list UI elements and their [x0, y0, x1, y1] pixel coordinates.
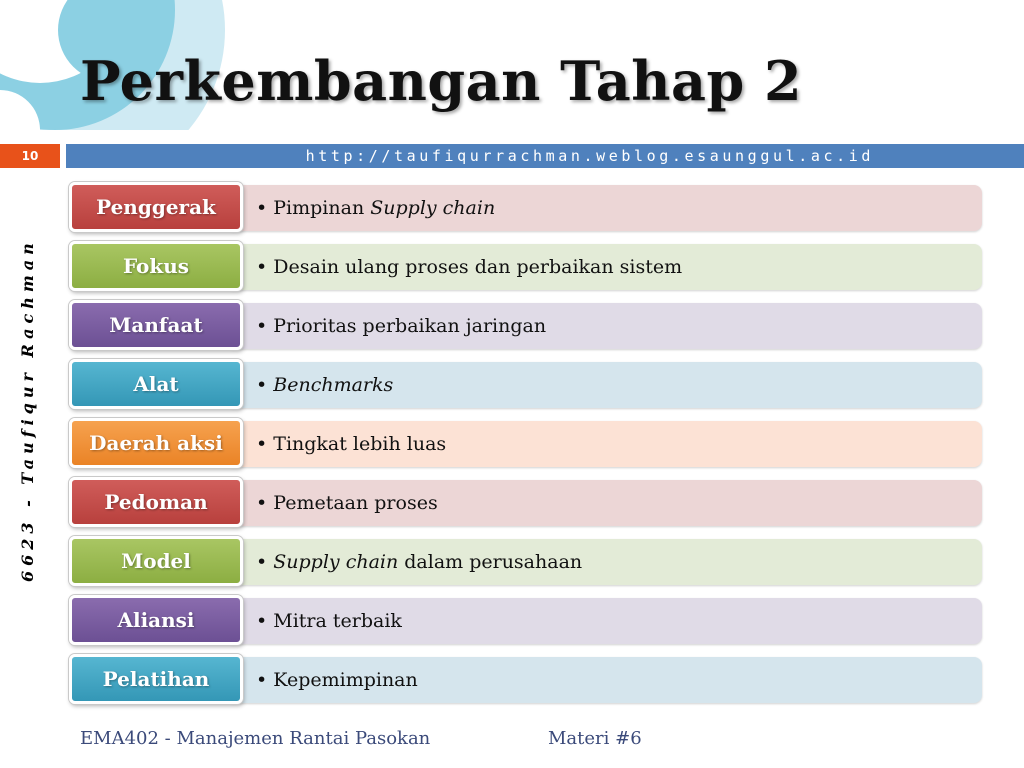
value-text: • Supply chain dalam perusahaan: [256, 551, 583, 573]
url-bar: http://taufiqurrachman.weblog.esaunggul.ac.id: [66, 144, 1024, 168]
list-item: [66, 475, 986, 534]
list-item: [66, 298, 986, 357]
label-box: Pelatihan: [69, 654, 243, 704]
label-box: Model: [69, 536, 243, 586]
value-text: • Pemetaan proses: [256, 492, 438, 514]
footer-course: EMA402 - Manajemen Rantai Pasokan: [80, 728, 431, 749]
value-box: [226, 598, 982, 644]
value-text: • Kepemimpinan: [256, 669, 418, 691]
list-item: [66, 652, 986, 711]
label-box: Daerah aksi: [69, 418, 243, 468]
value-text: • Desain ulang proses dan perbaikan sistem: [256, 256, 683, 278]
label-box: Alat: [69, 359, 243, 409]
footer-materi: Materi #6: [548, 728, 642, 749]
label-box: Pedoman: [69, 477, 243, 527]
value-box: [226, 244, 982, 290]
list-item: [66, 416, 986, 475]
value-box: [226, 362, 982, 408]
label-box: Fokus: [69, 241, 243, 291]
slide-number: 10: [0, 144, 60, 168]
value-text: • Prioritas perbaikan jaringan: [256, 315, 547, 337]
label-box: Manfaat: [69, 300, 243, 350]
value-box: [226, 421, 982, 467]
comparison-list: [66, 180, 986, 711]
vertical-author-label: 6623 - Taufiqur Rachman: [18, 238, 37, 582]
list-item: [66, 534, 986, 593]
value-box: [226, 185, 982, 231]
value-text: • Mitra terbaik: [256, 610, 402, 632]
value-box: [226, 480, 982, 526]
value-box: [226, 539, 982, 585]
value-box: [226, 303, 982, 349]
label-box: Penggerak: [69, 182, 243, 232]
label-box: Aliansi: [69, 595, 243, 645]
list-item: [66, 593, 986, 652]
value-text: • Pimpinan Supply chain: [256, 197, 496, 219]
list-item: [66, 357, 986, 416]
slide-title: Perkembangan Tahap 2: [80, 49, 803, 113]
value-text: • Benchmarks: [256, 374, 394, 396]
list-item: [66, 239, 986, 298]
list-item: [66, 180, 986, 239]
value-box: [226, 657, 982, 703]
value-text: • Tingkat lebih luas: [256, 433, 447, 455]
